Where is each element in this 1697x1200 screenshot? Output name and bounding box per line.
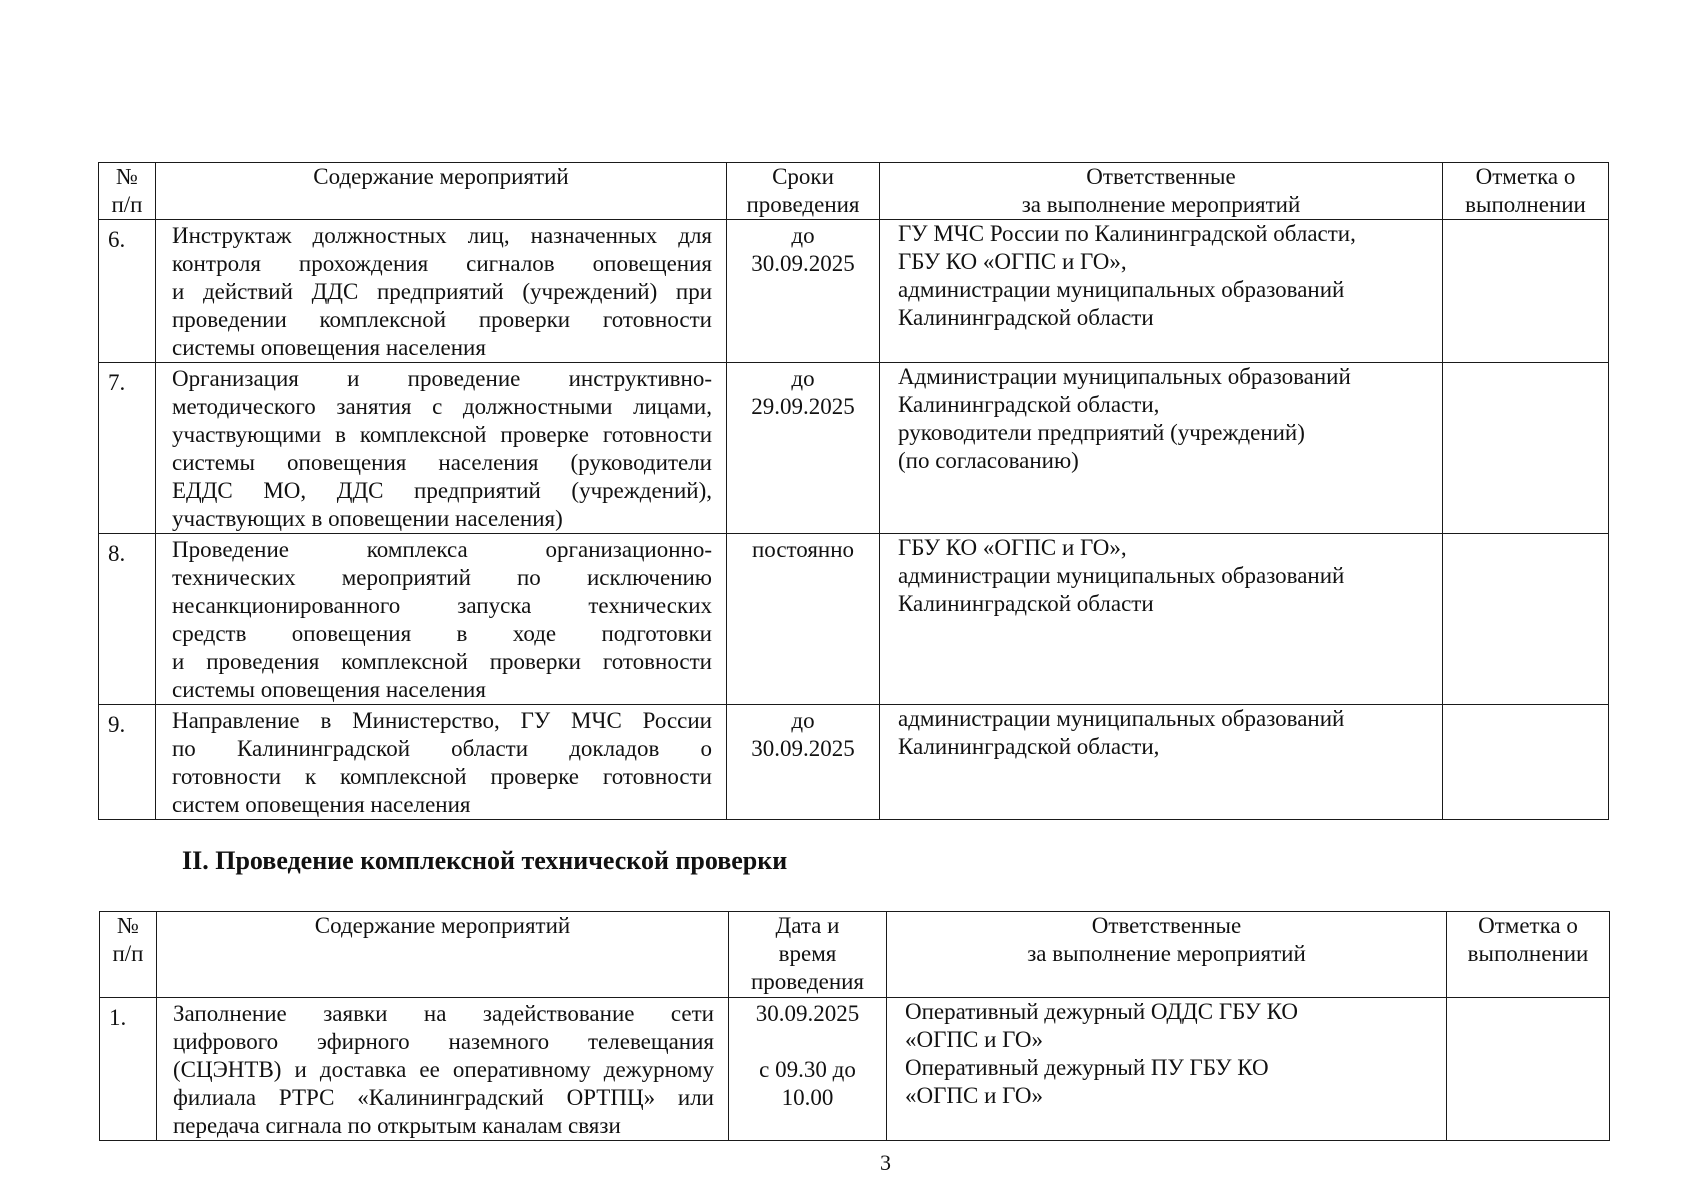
content-line: методического занятия с должностными лицами, (172, 394, 712, 419)
responsible-line: ГБУ КО «ОГПС и ГО», (898, 249, 1127, 274)
row-mark (1447, 998, 1610, 1141)
responsible-line: (по согласованию) (898, 448, 1079, 473)
page-number: 3 (880, 1150, 891, 1175)
content-line: Заполнение заявки на задействование сети (173, 1001, 714, 1026)
row-content (157, 998, 729, 1141)
header-dates: Сроки проведения (727, 163, 880, 220)
table-row (99, 220, 1609, 363)
date-line: 30.09.2025 (751, 736, 855, 761)
row-content (156, 705, 727, 820)
row-mark (1443, 220, 1609, 363)
row-dates (727, 363, 880, 534)
responsible-line: администрации муниципальных образований (898, 706, 1345, 731)
responsible-line: Оперативный дежурный ПУ ГБУ КО (905, 1055, 1269, 1080)
row-mark (1443, 705, 1609, 820)
content-line: цифрового эфирного наземного телевещания (173, 1029, 714, 1054)
row-mark (1443, 363, 1609, 534)
content-line: ЕДДС МО, ДДС предприятий (учреждений), (172, 478, 712, 503)
date-line: до (791, 708, 815, 733)
content-line: Проведение комплекса организационно- (172, 537, 712, 562)
header-mark: Отметка о выполнении (1447, 912, 1610, 998)
responsible-line: ГБУ КО «ОГПС и ГО», (898, 535, 1127, 560)
date-line: 30.09.2025 (755, 1001, 860, 1026)
table-header-row (100, 912, 1610, 998)
table-row (99, 705, 1609, 820)
content-line: и проведения комплексной проверки готовности (172, 649, 712, 674)
content-line: Направление в Министерство, ГУ МЧС России (172, 708, 712, 733)
content-line: контроля прохождения сигналов оповещения (172, 251, 712, 276)
responsible-line: Оперативный дежурный ОДДС ГБУ КО (905, 999, 1298, 1024)
responsible-line: «ОГПС и ГО» (905, 1083, 1043, 1108)
table-row (99, 363, 1609, 534)
events-table-part2 (99, 911, 1610, 1141)
responsible-line: администрации муниципальных образований (898, 277, 1345, 302)
row-dates (727, 220, 880, 363)
table-row (100, 998, 1610, 1141)
responsible-line: «ОГПС и ГО» (905, 1027, 1043, 1052)
header-mark: Отметка о выполнении (1443, 163, 1609, 220)
date-line: 10.00 (781, 1085, 834, 1110)
responsible-line: ГУ МЧС России по Калининградской области, (898, 221, 1356, 246)
row-number: 6. (99, 220, 156, 363)
row-responsible (887, 998, 1447, 1141)
content-line: технических мероприятий по исключению (172, 565, 712, 590)
content-line: филиала РТРС «Калининградский ОРТПЦ» или (173, 1085, 714, 1110)
content-line: несанкционированного запуска технических (172, 593, 712, 618)
row-dates (729, 998, 887, 1141)
content-line: системы оповещения населения (172, 677, 486, 702)
row-number: 8. (99, 534, 156, 705)
row-content (156, 220, 727, 363)
responsible-line: Администрации муниципальных образований (898, 364, 1351, 389)
content-line: системы оповещения населения (172, 335, 486, 360)
row-mark (1443, 534, 1609, 705)
date-line: до (791, 366, 815, 391)
content-line: проведении комплексной проверки готовности (172, 307, 712, 332)
responsible-line: Калининградской области (898, 305, 1154, 330)
content-line: Инструктаж должностных лиц, назначенных для (172, 223, 712, 248)
row-responsible (880, 363, 1443, 534)
date-line: 30.09.2025 (751, 251, 855, 276)
header-content: Содержание мероприятий (157, 912, 729, 998)
content-line: средств оповещения в ходе подготовки (172, 621, 712, 646)
date-line: постоянно (751, 537, 855, 562)
header-dates: Дата и время проведения (729, 912, 887, 998)
row-content (156, 534, 727, 705)
date-line: до (791, 223, 815, 248)
table-row (99, 534, 1609, 705)
responsible-line: Калининградской области, (898, 392, 1160, 417)
row-responsible (880, 220, 1443, 363)
row-number: 1. (100, 998, 157, 1141)
row-number: 7. (99, 363, 156, 534)
header-number: № п/п (100, 912, 157, 998)
content-line: системы оповещения населения (руководители (172, 450, 712, 475)
row-dates (727, 534, 880, 705)
date-line: с 09.30 до (759, 1057, 856, 1082)
header-responsible: Ответственные за выполнение мероприятий (887, 912, 1447, 998)
header-content: Содержание мероприятий (156, 163, 727, 220)
responsible-line: руководители предприятий (учреждений) (898, 420, 1305, 445)
section-title: II. Проведение комплексной технической проверки (182, 846, 788, 875)
date-line (729, 1028, 886, 1056)
table-header-row (99, 163, 1609, 220)
row-responsible (880, 705, 1443, 820)
content-line: Организация и проведение инструктивно- (172, 366, 712, 391)
responsible-line: Калининградской области, (898, 734, 1160, 759)
row-responsible (880, 534, 1443, 705)
responsible-line: Калининградской области (898, 591, 1154, 616)
content-line: и действий ДДС предприятий (учреждений) при (172, 279, 712, 304)
events-table-part1 (98, 162, 1609, 820)
responsible-line: администрации муниципальных образований (898, 563, 1345, 588)
content-line: передача сигнала по открытым каналам связи (173, 1113, 621, 1138)
content-line: (СЦЭНТВ) и доставка ее оперативному дежурному (173, 1057, 714, 1082)
content-line: систем оповещения населения (172, 792, 471, 817)
date-line: 29.09.2025 (751, 394, 855, 419)
header-number: № п/п (99, 163, 156, 220)
header-responsible: Ответственные за выполнение мероприятий (880, 163, 1443, 220)
row-dates (727, 705, 880, 820)
row-number: 9. (99, 705, 156, 820)
content-line: по Калининградской области докладов о (172, 736, 712, 761)
row-content (156, 363, 727, 534)
content-line: участвующих в оповещении населения) (172, 506, 563, 531)
content-line: готовности к комплексной проверке готовности (172, 764, 712, 789)
content-line: участвующими в комплексной проверке готовности (172, 422, 712, 447)
